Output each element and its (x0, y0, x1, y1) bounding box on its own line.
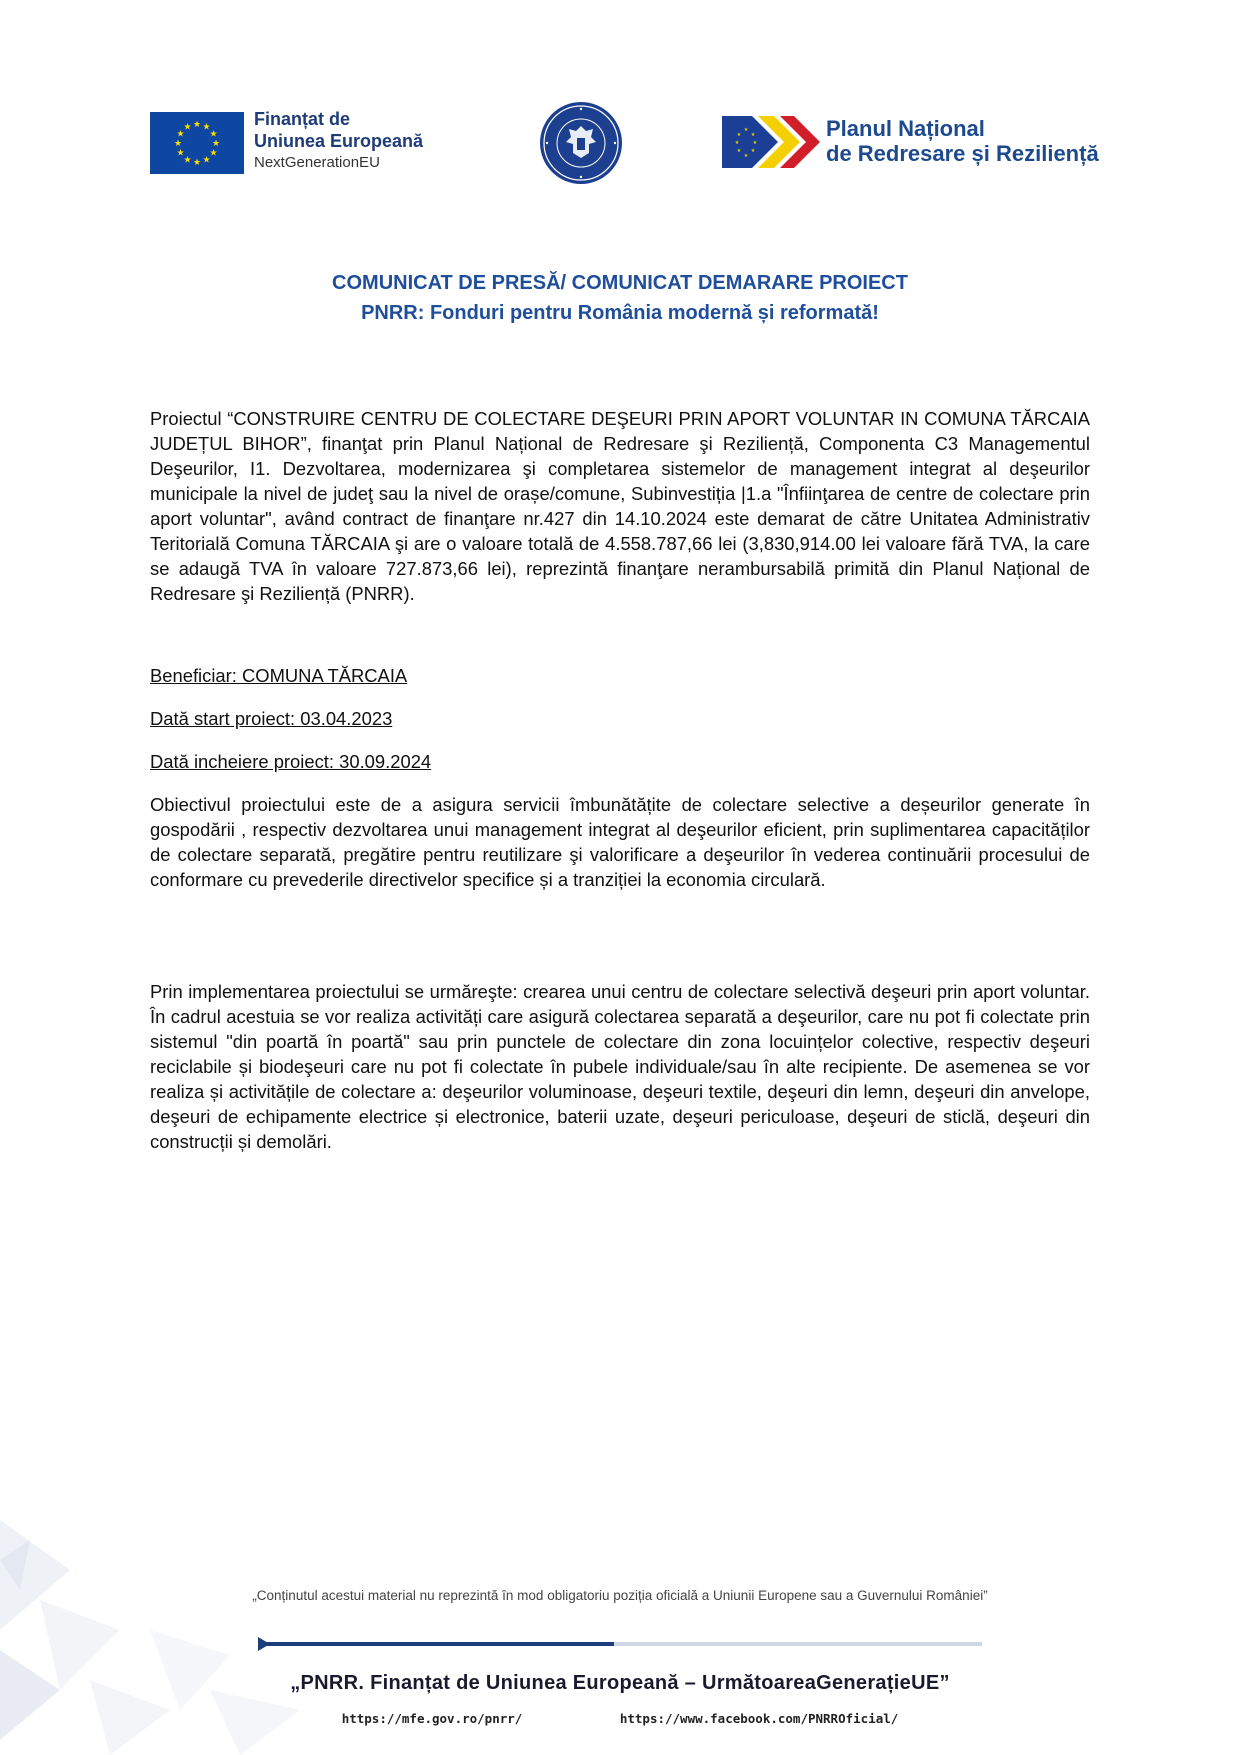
svg-text:★: ★ (202, 122, 211, 133)
svg-text:★: ★ (183, 155, 192, 166)
eu-flag-icon (150, 112, 244, 174)
svg-text:★: ★ (750, 148, 756, 154)
svg-text:★: ★ (176, 148, 185, 159)
document-title (150, 268, 1090, 328)
footer-divider (258, 1637, 982, 1649)
footer-links (0, 1711, 1240, 1726)
pnrr-logo-line2: de Redresare și Reziliență (826, 141, 1099, 166)
eu-logo-line2: Uniunea Europeană (254, 131, 424, 151)
svg-text:★: ★ (752, 140, 758, 146)
footer-slogan: „PNRR. Finanțat de Uniunea Europeană – UrmătoareaGenerațieUE” (290, 1672, 950, 1694)
project-description-paragraph: Proiectul “CONSTRUIRE CENTRU DE COLECTARE DEŞEURI PRIN APORT VOLUNTAR IN COMUNA TĂRCAIA JUDEȚUL BIHOR”, finanţat prin Planul Național de Redresare şi Reziliență, Componenta C3 Managementul Deşeurilor, I1. Dezvoltarea, modernizarea şi completarea sistemelor de management integrat al deşeurilor municipale la nivel de judeţ sau la nivel de orașe/comune, Subinvestiția |1.a "Înfiinţarea de centre de colectare prin aport voluntar", având contract de finanţare nr.427 din 14.10.2024 este demarat de către Unitatea Administrativ Teritorială Comuna TĂRCAIA şi are o valoare totală de 4.558.787,66 lei (3,830,914.00 lei valoare fără TVA, la care se adaugă TVA în valoare 727.873,66 lei), reprezintă finanţare nerambursabilă primită din Planul Național de Redresare şi Reziliență (PNRR). (150, 408, 1090, 604)
footer-disclaimer: „Conținutul acestui material nu reprezintă în mod obligatoriu poziția oficială a Uniunii Europene sau a Guvernului României” (252, 1588, 988, 1603)
svg-text:★: ★ (183, 122, 192, 133)
svg-text:★: ★ (734, 140, 740, 146)
svg-text:★: ★ (736, 148, 742, 154)
svg-text:★: ★ (736, 132, 742, 138)
svg-text:★: ★ (211, 139, 221, 149)
mfe-pnrr-link[interactable]: https://mfe.gov.ro/pnrr/ (341, 1711, 523, 1726)
arrow-icon (258, 1637, 270, 1651)
title-line1: COMUNICAT DE PRESĂ/ COMUNICAT DEMARARE PROIECT (332, 272, 908, 294)
title-line2: PNRR: Fonduri pentru România modernă și reformată! (361, 302, 879, 324)
svg-text:★: ★ (192, 120, 202, 130)
objective-paragraph: Obiectivul proiectului este de a asigura servicii îmbunătățite de colectare selective a deșeurilor generate în gospodării , respectiv dezvoltarea unui management integrat al deşeurilor eficient, prin suplimentarea capacităților de colectare separată, pregătire pentru reutilizare şi valorificare a deşeurilor în vederea continuării procesului de conformare cu prevederile directivelor specifice și a tranziției la economia circulară. (150, 794, 1090, 890)
eu-funding-logo (150, 108, 450, 176)
svg-text:★: ★ (743, 127, 749, 133)
svg-text:★: ★ (743, 153, 749, 159)
svg-text:★: ★ (202, 155, 211, 166)
svg-text:★: ★ (192, 158, 202, 168)
end-date-line: Dată incheiere proiect: 30.09.2024 (150, 751, 432, 772)
start-date-line: Dată start proiect: 03.04.2023 (150, 708, 393, 729)
svg-text:★: ★ (750, 132, 756, 138)
svg-text:★: ★ (209, 148, 218, 159)
beneficiary-line: Beneficiar: COMUNA TĂRCAIA (150, 665, 408, 686)
svg-text:★: ★ (209, 129, 218, 140)
facebook-pnrr-link[interactable]: https://www.facebook.com/PNRROficial/ (619, 1711, 899, 1726)
pnrr-logo (722, 112, 1142, 172)
implementation-paragraph: Prin implementarea proiectului se urmăreşte: crearea unui centru de colectare selectivă deşeuri prin aport voluntar. În cadrul acestuia se vor realiza activități care asigură colectarea separată a deşeurilor, care nu pot fi colectate prin sistemul "din poartă în poartă" sau prin punctele de colectare din zona locuințelor colective, respectiv deşeuri reciclabile și biodeşeuri care nu pot fi colectate în pubele individuale/sau în alte recipiente. De asemenea se vor realiza și activitățile de colectare a: deşeurilor voluminoase, deşeuri textile, deşeuri din lemn, deşeuri din anvelope, deşeuri de echipamente electrice și electronice, baterii uzate, deşeuri periculoase, deşeuri de sticlă, deşeuri din construcții și demolări. (150, 981, 1090, 1152)
guvernul-romaniei-seal-icon (538, 100, 624, 186)
svg-text:★: ★ (173, 139, 183, 149)
eu-logo-line3: NextGenerationEU (254, 154, 380, 171)
svg-text:★: ★ (176, 129, 185, 140)
pnrr-logo-line1: Planul Național (826, 116, 985, 141)
eu-logo-line1: Finanțat de (254, 109, 351, 129)
pnrr-flag-arrows-icon (722, 116, 820, 168)
